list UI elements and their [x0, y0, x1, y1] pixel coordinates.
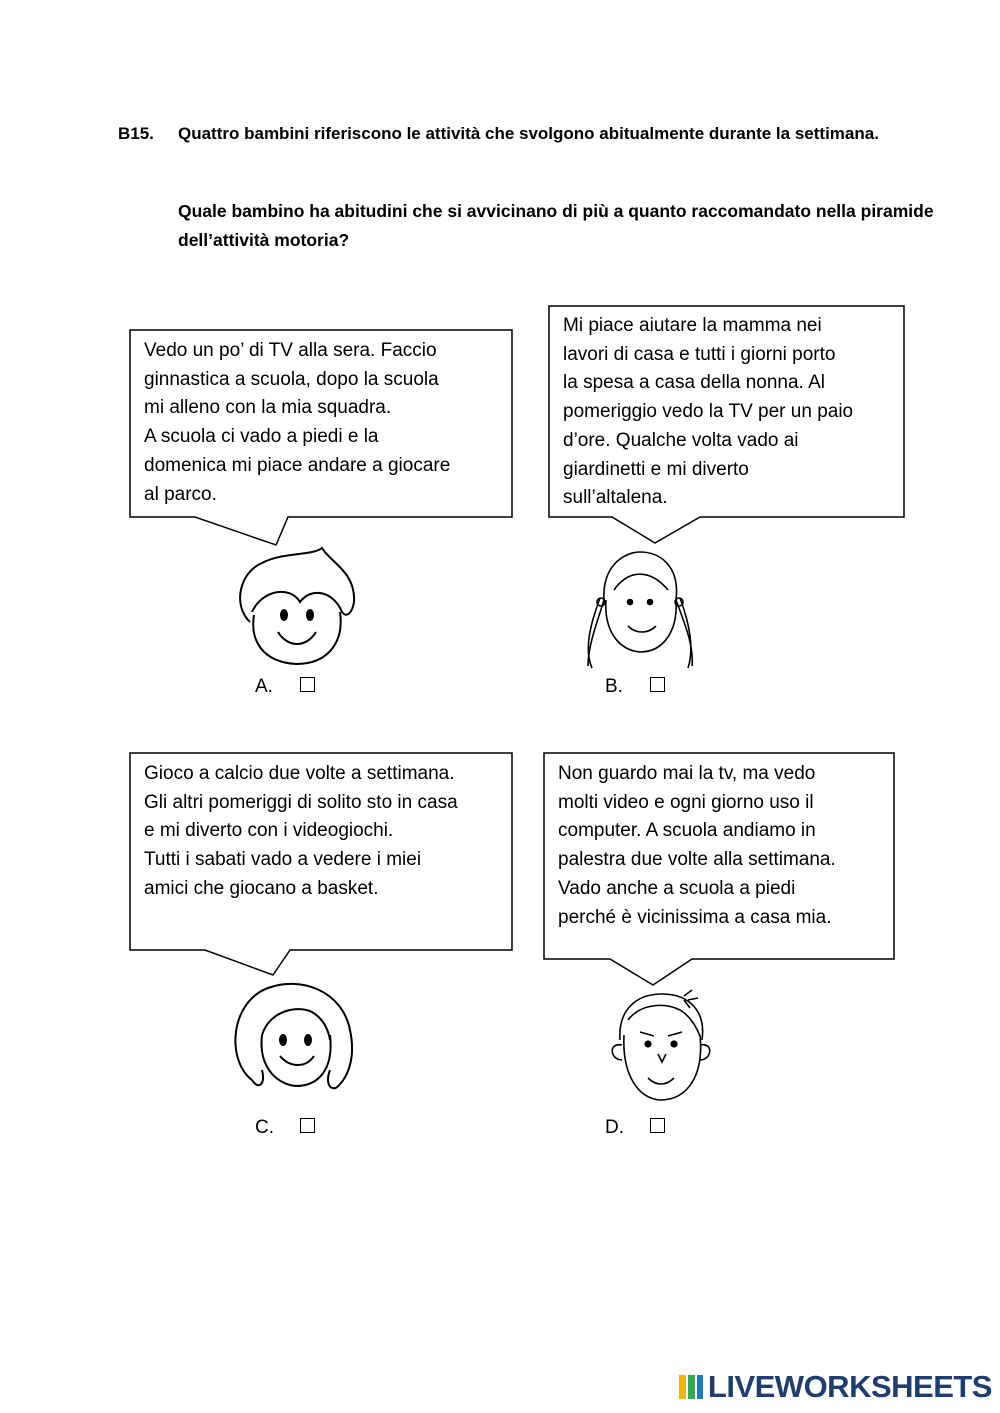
question-intro-text: Quattro bambini riferiscono le attività che svolgono abitualmente durante la settimana. — [178, 124, 879, 143]
option-a-checkbox[interactable] — [300, 677, 315, 692]
question-prompt: Quale bambino ha abitudini che si avvicinano di più a quanto raccomandato nella piramide dell’attività motoria? — [178, 201, 934, 250]
option-d-checkbox[interactable] — [650, 1118, 665, 1133]
bubble-b-text: Mi piace aiutare la mamma nei lavori di casa e tutti i giorni porto la spesa a casa della nonna. Al pomeriggio vedo la TV per un paio d’ore. Qualche volta vado ai giardinetti e mi diverto sull’altalena. — [563, 315, 854, 509]
girl-bob-icon — [235, 984, 352, 1088]
option-d-label: D. — [605, 1117, 624, 1138]
liveworksheets-logo — [678, 1369, 992, 1405]
bubble-c-text: Gioco a calcio due volte a settimana. Gli altri pomeriggi di solito sto in casa e mi diverto con i videogiochi. Tutti i sabati vado a vedere i miei amici che giocano a basket. — [144, 763, 458, 899]
liveworksheets-mark-icon — [678, 1374, 704, 1400]
option-b-label: B. — [605, 676, 623, 697]
boy-frowning-icon — [612, 990, 710, 1100]
option-c-checkbox[interactable] — [300, 1118, 315, 1133]
logo-text: LIVEWORKSHEETS — [707, 1369, 992, 1404]
bubble-a-text: Vedo un po’ di TV alla sera. Faccio ginnastica a scuola, dopo la scuola mi alleno con la mia squadra. A scuola ci vado a piedi e la domenica mi piace andare a giocare al parco. — [144, 340, 451, 505]
question-number: B15. — [118, 124, 154, 143]
girl-pigtails-icon — [588, 552, 692, 668]
option-c-label: C. — [255, 1117, 274, 1138]
option-b-checkbox[interactable] — [650, 677, 665, 692]
boy-smiling-icon — [240, 548, 354, 664]
option-a-label: A. — [255, 676, 273, 697]
bubble-d-text: Non guardo mai la tv, ma vedo molti video e ogni giorno uso il computer. A scuola andiamo in palestra due volte alla settimana. Vado anche a scuola a piedi perché è vicinissima a casa mia. — [558, 763, 836, 928]
